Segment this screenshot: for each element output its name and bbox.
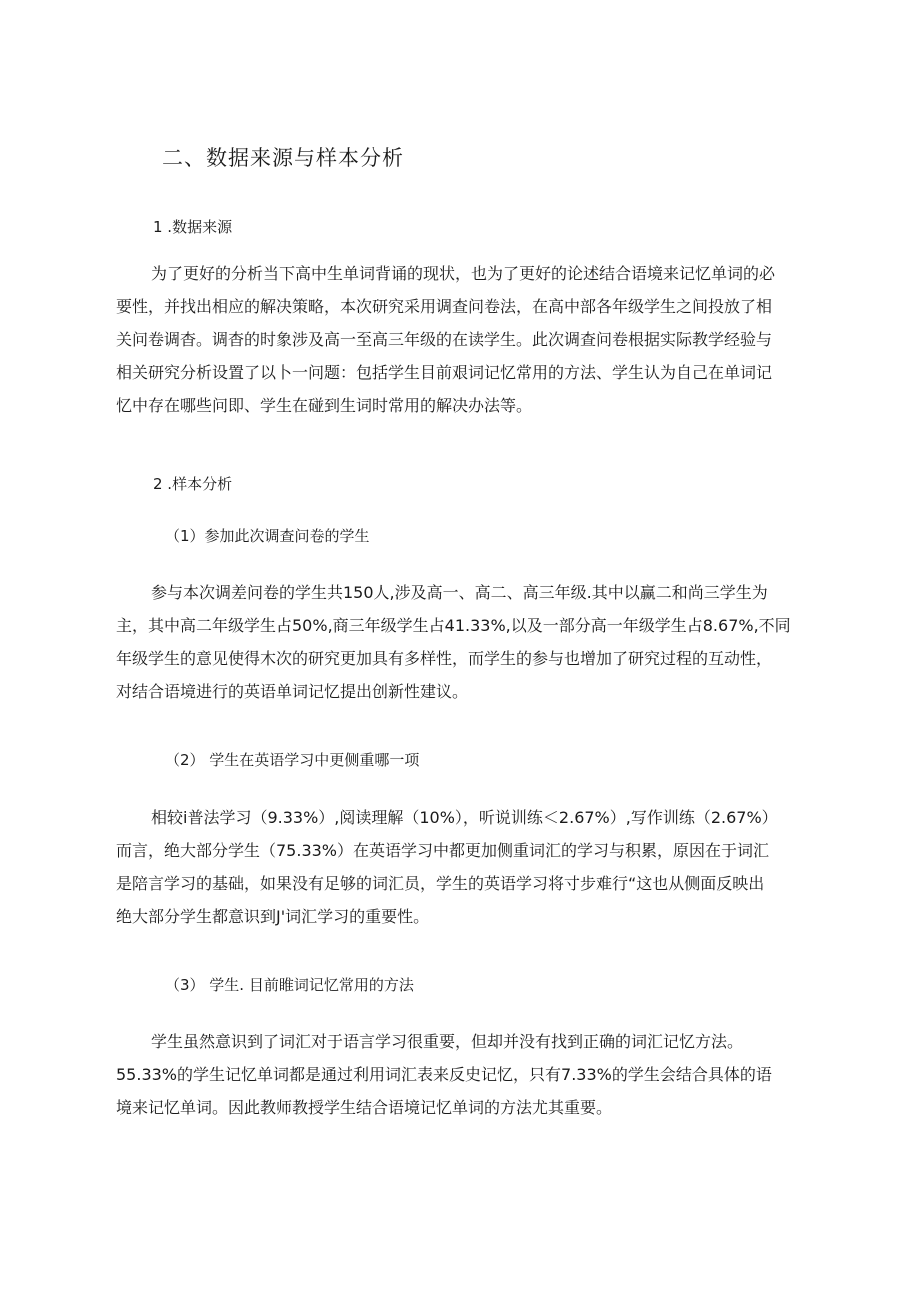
paragraph-focus	[116, 801, 816, 933]
item-heading-methods: （3） 学生. 目前睢词记忆常用的方法	[165, 976, 414, 994]
item-heading-focus: （2） 学生在英语学习中更侧重哪一项	[165, 751, 420, 769]
paragraph-line: 绝大部分学生都意识到J'词汇学习的重要性。	[116, 907, 430, 926]
subsection-heading-sample-analysis: 2 .样本分析	[153, 475, 233, 493]
paragraph-line: 对结合语境进行的英语单词记忆提出创新性建议。	[116, 682, 469, 701]
paragraph-participants	[116, 576, 816, 708]
item-heading-participants: （1）参加此次调查问卷的学生	[165, 527, 370, 545]
paragraph-line: 年级学生的意见使得木次的研究更加具有多样性，而学生的参与也增加了研究过程的互动性，	[116, 649, 773, 668]
paragraph-line: 为了更好的分析当下高中生单词背诵的现状，也为了更好的论述结合语境来记忆单词的必	[151, 264, 776, 283]
paragraph-methods	[116, 1025, 816, 1124]
paragraph-line: 主，其中高二年级学生占50%,商三年级学生占41.33%,以及一部分高一年级学生占8.67%,不同	[116, 616, 791, 635]
paragraph-line: 是陪言学习的基础，如果没有足够的词汇员，学生的英语学习将寸步难行“这也从侧面反映出	[116, 874, 765, 893]
paragraph-line: 境来记忆单词。因此教师教授学生结合语境记忆单词的方法尤其重要。	[116, 1098, 613, 1117]
paragraph-line: 而言，绝大部分学生（75.33%）在英语学习中都更加侧重词汇的学习与积累，原因在于词汇	[116, 841, 770, 860]
paragraph-data-source	[116, 257, 816, 422]
paragraph-line: 55.33%的学生记忆单词都是通过利用词汇表来反史记忆，只有7.33%的学生会结合具体的语	[116, 1065, 772, 1084]
paragraph-line: 关问卷调杳。调杳的时象涉及高一至高三年级的在读学生。此次调查问卷根据实际教学经验与	[116, 330, 773, 349]
paragraph-line: 忆中存在哪些问即、学生在碰到生词时常用的解决办法等。	[116, 396, 533, 415]
paragraph-line: 相关研究分析设置了以卜一问题：包括学生目前艰词记忆常用的方法、学生认为自己在单词记	[116, 363, 773, 382]
paragraph-line: 要性，并找出相应的解决策略，本次研究采用调查问卷法，在高中部各年级学生之间投放了相	[116, 297, 773, 316]
paragraph-line: 相较i普法学习（9.33%）,阅读理解（10%），听说训练＜2.67%）,写作训练（2.67%）	[151, 808, 778, 827]
paragraph-line: 参与本次调差问卷的学生共150人,涉及高一、高二、高三年级.其中以赢二和尚三学生为	[151, 583, 768, 602]
section-title: 二、数据来源与样本分析	[162, 146, 404, 170]
paragraph-line: 学生虽然意识到了词汇对于语言学习很重要，但却并没有找到正确的词汇记忆方法。	[151, 1032, 744, 1051]
subsection-heading-data-source: 1 .数据来源	[153, 218, 233, 236]
